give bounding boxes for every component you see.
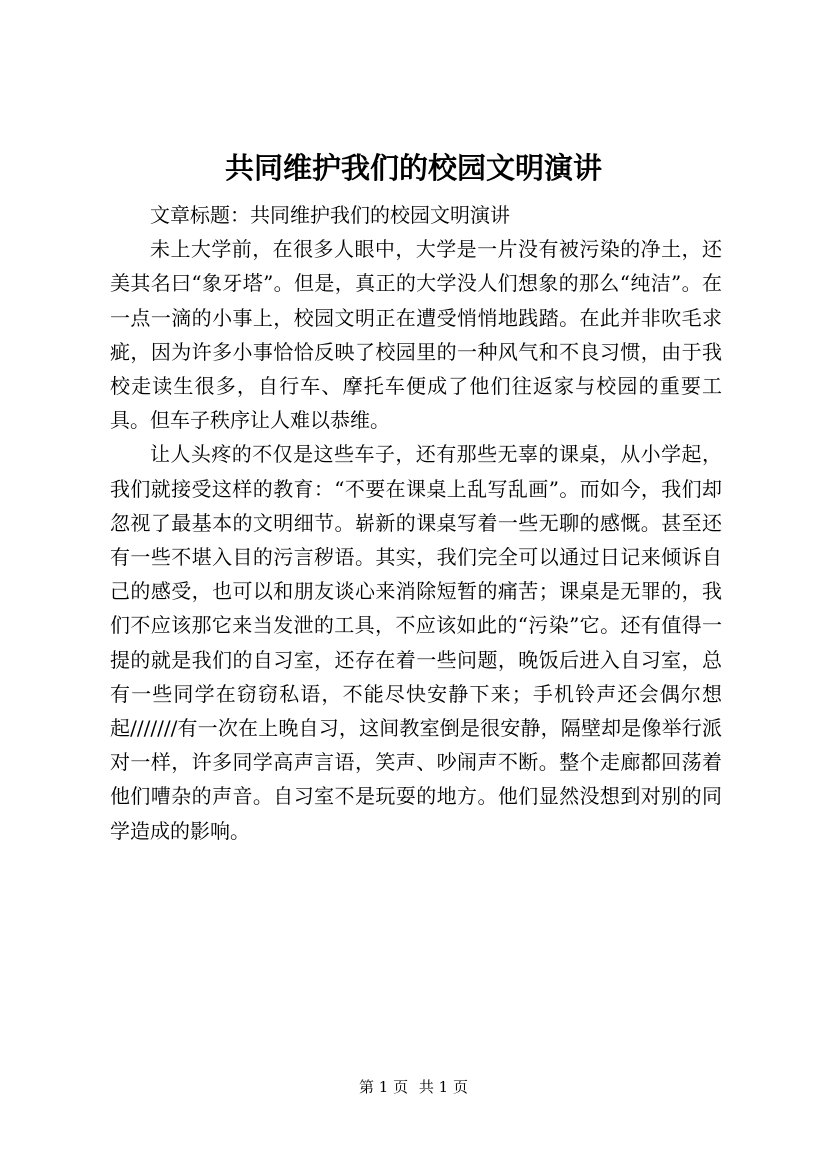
page-footer <box>0 1076 827 1098</box>
paragraph: 未上大学前，在很多人眼中，大学是一片没有被污染的净土，还美其名曰“象牙塔”。但是，真正的大学没人们想象的那么“纯洁”。在一点一滴的小事上，校园文明正在遭受悄悄地践踏。在此并非吹毛求疵，因为许多小事恰恰反映了校园里的一种风气和不良习惯，由于我校走读生很多，自行车、摩托车便成了他们往返家与校园的重要工具。但车子秩序让人难以恭维。 <box>110 237 722 433</box>
article-title-line: 文章标题：共同维护我们的校园文明演讲 <box>150 203 510 227</box>
page-count: 共 1 页 <box>418 1078 468 1096</box>
document-body <box>110 198 722 848</box>
document-title: 共同维护我们的校园文明演讲 <box>224 151 602 185</box>
page-number: 第 1 页 <box>359 1078 409 1096</box>
paragraph: 让人头疼的不仅是这些车子，还有那些无辜的课桌，从小学起，我们就接受这样的教育：“不要在课桌上乱写乱画”。而如今，我们却忽视了最基本的文明细节。崭新的课桌写着一些无聊的感慨。甚至还有一些不堪入目的污言秽语。其实，我们完全可以通过日记来倾诉自己的感受，也可以和朋友谈心来消除短暂的痛苦；课桌是无罪的，我们不应该那它来当发泄的工具，不应该如此的“污染”它。还有值得一提的就是我们的自习室，还存在着一些问题，晚饭后进入自习室，总有一些同学在窃窃私语，不能尽快安静下来；手机铃声还会偶尔想起///////有一次在上晚自习，这间教室倒是很安静，隔壁却是像举行派对一样，许多同学高声言语，笑声、吵闹声不断。整个走廊都回荡着他们嘈杂的声音。自习室不是玩耍的地方。他们显然没想到对别的同学造成的影响。 <box>110 442 722 843</box>
